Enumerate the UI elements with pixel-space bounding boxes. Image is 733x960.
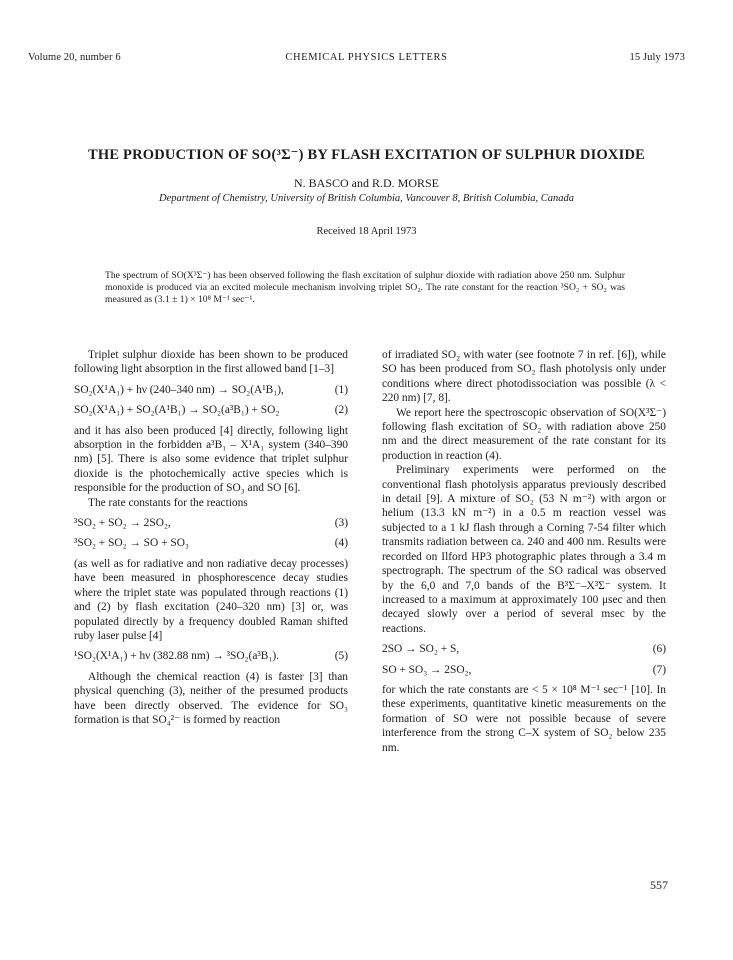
equation-6 xyxy=(382,642,666,656)
right-column xyxy=(382,348,666,755)
abstract: The spectrum of SO(X³Σ⁻) has been observed following the flash excitation of sulphur dioxide with radiation above 250 nm. Sulphur monoxide is produced via an excited molecule mechanism involving triplet SO₂. The rate constant for the reaction ³SO₂ + SO₂ was measured as (3.1 ± 1) × 10⁸ M⁻¹ sec⁻¹. xyxy=(105,270,625,305)
equation-3 xyxy=(74,516,348,530)
equation-number: (3) xyxy=(334,517,348,530)
paragraph: We report here the spectroscopic observation of SO(X³Σ⁻) following flash excitation of SO₂ with radiation above 250 nm and the direct measurement of the rate constant for its production in reaction (4). xyxy=(382,406,666,462)
equation-number: (1) xyxy=(334,383,348,396)
equation-number: (5) xyxy=(334,650,348,663)
paragraph: and it has also been produced [4] directly, following light absorption in the forbidden a³B₁ – X¹A₁ system (340–390 nm) [5]. There is also some evidence that triplet sulphur dioxide is the photochemically active species which is responsible for the production of SO₃ and SO [6]. xyxy=(74,424,348,495)
paragraph: Although the chemical reaction (4) is faster [3] than physical quenching (3), neither of the presumed products have been directly observed. The evidence for SO₃ formation is that SO₄²⁻ is formed by reaction xyxy=(74,670,348,726)
authors: N. BASCO and R.D. MORSE xyxy=(293,176,440,190)
affiliation: Department of Chemistry, University of British Columbia, Vancouver 8, British Columbia, Canada xyxy=(158,193,575,204)
equation-text: SO₂(X¹A₁) + hν (240–340 nm) → SO₂(A¹B₁), xyxy=(74,383,284,396)
received-date: Received 18 April 1973 xyxy=(316,226,417,237)
equation-text: ³SO₂ + SO₂ → 2SO₂, xyxy=(74,517,171,530)
equation-number: (2) xyxy=(334,404,348,417)
equation-text: ¹SO₂(X¹A₁) + hν (382.88 nm) → ³SO₂(a³B₁). xyxy=(74,650,280,663)
paragraph: of irradiated SO₂ with water (see footnote 7 in ref. [6]), while SO has been produced from SO₂ flash photolysis only under conditions where direct photodissociation was possible (λ < 220 nm) [7, 8]. xyxy=(382,349,666,405)
issue-date: 15 July 1973 xyxy=(629,52,685,63)
paragraph: Triplet sulphur dioxide has been shown to be produced following light absorption in the first allowed band [1–3] xyxy=(74,349,348,376)
equation-7 xyxy=(382,663,666,677)
equation-number: (7) xyxy=(652,663,666,676)
equation-5 xyxy=(74,649,348,663)
journal-name: CHEMICAL PHYSICS LETTERS xyxy=(285,52,448,63)
article-title: THE PRODUCTION OF SO(³Σ⁻) BY FLASH EXCITATION OF SULPHUR DIOXIDE xyxy=(87,147,645,163)
equation-text: ³SO₂ + SO₂ → SO + SO₃ xyxy=(74,537,189,550)
equation-text: SO₂(X¹A₁) + SO₂(A¹B₁) → SO₂(a³B₁) + SO₂ xyxy=(74,404,280,417)
equation-number: (6) xyxy=(652,643,666,656)
equation-text: 2SO → SO₂ + S, xyxy=(382,643,460,656)
page-number: 557 xyxy=(650,878,668,892)
paragraph: The rate constants for the reactions xyxy=(88,496,248,509)
left-column xyxy=(74,348,348,727)
equation-number: (4) xyxy=(334,537,348,550)
equation-text: SO + SO₃ → 2SO₂, xyxy=(382,663,472,676)
equation-1 xyxy=(74,383,348,397)
paragraph: (as well as for radiative and non radiative decay processes) have been measured in phosphorescence decay studies where the triplet state was populated through reactions (1) and (2) by flash excitation (240–320 nm) [3] or, was populated directly by a frequency doubled Raman shifted ruby laser pulse [4] xyxy=(74,557,348,642)
volume-label: Volume 20, number 6 xyxy=(28,52,121,63)
paragraph: Preliminary experiments were performed on the conventional flash photolysis apparatus previously described in detail [9]. A mixture of SO₂ (53 N m⁻²) with argon or helium (13.3 kN m⁻²) in a 0.5 m reaction vessel was subjected to a 1 kJ flash through a Corning 7-54 filter which transmits radiation between ca. 240 and 400 nm. Results were recorded on Ilford HP3 photographic plates through a 3.4 m spectrograph. The spectrum of the SO radical was observed by the 6,0 and 7,0 bands of the B³Σ⁻–X³Σ⁻ system. It increased to a maximum at approximately 100 μsec and then decayed slowly over a period of several msec by the reactions. xyxy=(382,464,666,635)
equation-2 xyxy=(74,403,348,417)
paragraph: for which the rate constants are < 5 × 10⁸ M⁻¹ sec⁻¹ [10]. In these experiments, quantitative kinetic measurements on the formation of SO were not possible because of severe interference from the strong C–X system of SO₂ below 235 nm. xyxy=(382,683,666,754)
equation-4 xyxy=(74,536,348,550)
